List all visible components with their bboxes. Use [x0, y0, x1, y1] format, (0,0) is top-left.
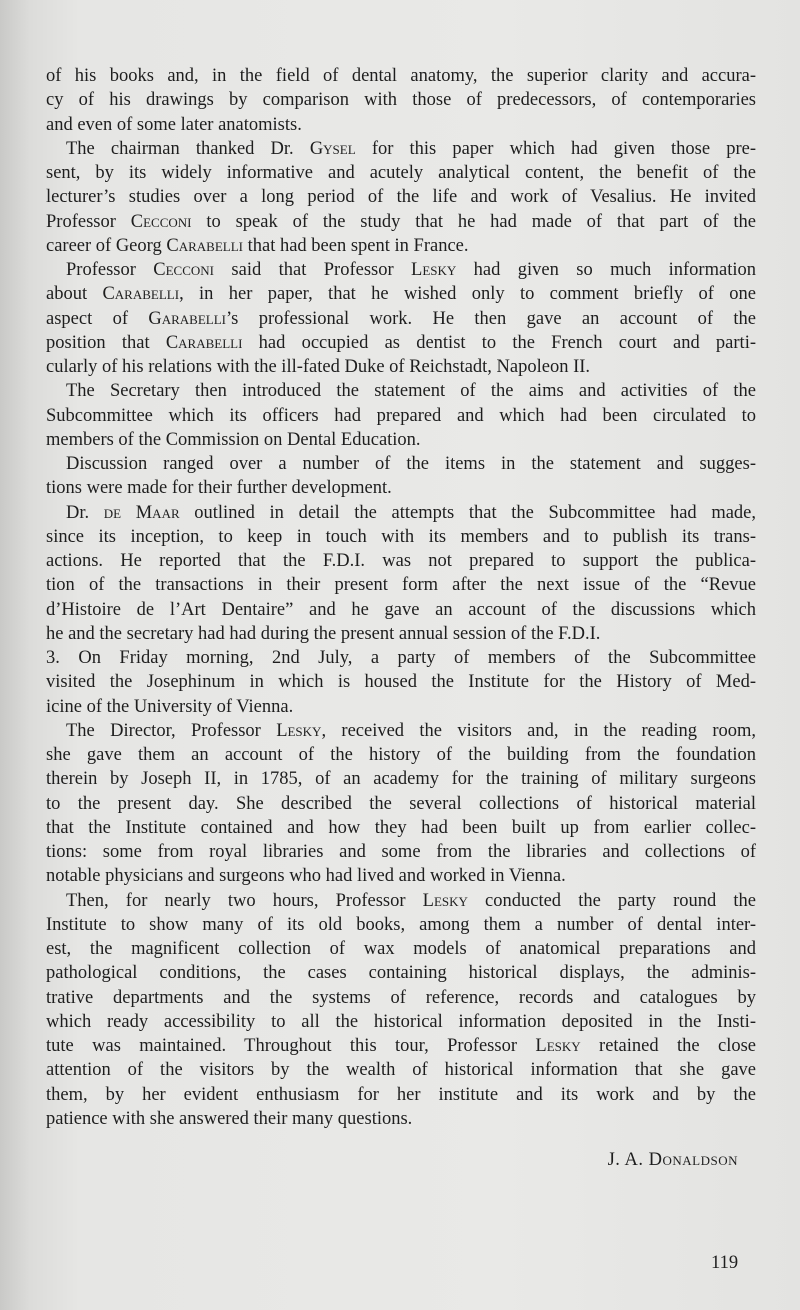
text-line: [46, 282, 756, 306]
text-segment: notable physicians and surgeons who had lived and worked in Vienna.: [46, 866, 566, 887]
text-segment: Professor: [66, 260, 154, 280]
text-segment: pathological conditions, the cases containing historical displays, the adminis-: [46, 963, 756, 984]
text-segment: actions. He reported that the F.D.I. was not prepared to support the publica-: [46, 551, 756, 571]
text-line: [46, 767, 756, 791]
text-segment: tions: some from royal libraries and some from the libraries and collections of: [46, 842, 756, 862]
text-segment: she gave them an account of the history of the building from the foundation: [46, 745, 756, 765]
text-line: [46, 622, 756, 646]
text-segment: career of Georg: [46, 235, 167, 256]
text-line: [46, 549, 756, 573]
name-small-caps: Lesky: [411, 260, 457, 280]
text-line: [46, 889, 756, 913]
text-line: [46, 355, 756, 379]
text-line: [46, 864, 756, 888]
text-line: [46, 307, 756, 331]
text-segment: said that Professor: [214, 260, 412, 280]
name-small-caps: Lesky: [422, 890, 468, 911]
name-small-caps: Carabelli: [165, 332, 243, 353]
text-line: [46, 816, 756, 840]
text-segment: outlined in detail the attempts that the Subcommittee had made,: [179, 502, 756, 523]
text-segment: Subcommittee which its officers had prepared and which had been circulated to: [46, 405, 756, 426]
text-segment: Professor: [46, 211, 131, 232]
text-line: [46, 913, 756, 937]
text-line: [46, 840, 756, 864]
name-small-caps: Carabelli: [166, 235, 243, 256]
text-segment: est, the magnificent collection of wax models of anatomical preparations and: [46, 939, 756, 959]
text-line: [46, 573, 756, 597]
text-segment: lecturer’s studies over a long period of the life and work of Vesalius. He invited: [46, 187, 756, 208]
name-small-caps: Cecconi: [130, 211, 192, 232]
page-number: 119: [711, 1253, 739, 1273]
text-segment: therein by Joseph II, in 1785, of an academy for the training of military surgeons: [46, 769, 756, 790]
text-line: [46, 331, 756, 355]
name-small-caps: Gysel: [309, 138, 356, 159]
text-segment: The Secretary then introduced the statement of the aims and activities of the: [66, 381, 756, 402]
text-segment: tion of the transactions in their present form after the next issue of the “Revue: [46, 575, 756, 596]
text-line: [46, 1058, 756, 1082]
text-segment: Dr.: [66, 502, 104, 523]
text-segment: that the Institute contained and how they had been built up from earlier collec-: [46, 817, 756, 838]
name-small-caps: Garabelli: [148, 308, 226, 329]
text-segment: that had been spent in France.: [242, 235, 469, 256]
text-line: [46, 695, 756, 719]
text-segment: tute was maintained. Throughout this tour, Professor: [46, 1036, 536, 1056]
text-segment: 3. On Friday morning, 2nd July, a party of members of the Subcommittee: [46, 648, 756, 668]
text-line: [46, 64, 756, 88]
text-segment: tions were made for their further development.: [46, 478, 392, 499]
text-segment: patience with she answered their many questions.: [46, 1108, 413, 1129]
text-segment: Institute to show many of its old books, among them a number of dental inter-: [46, 914, 756, 935]
name-small-caps: de Maar: [103, 502, 180, 523]
text-line: [46, 1083, 756, 1107]
text-segment: , in her paper, that he wished only to comment briefly of one: [179, 284, 756, 305]
text-segment: and even of some later anatomists.: [46, 114, 302, 135]
text-line: [46, 1034, 756, 1058]
text-line: [46, 476, 756, 500]
text-line: [46, 452, 756, 476]
text-segment: them, by her evident enthusiasm for her institute and its work and by the: [46, 1084, 756, 1105]
text-line: [46, 161, 756, 185]
text-line: [46, 113, 756, 137]
text-line: [46, 234, 756, 258]
text-segment: visited the Josephinum in which is housed the Institute for the History of Med-: [46, 672, 756, 693]
text-segment: d’Histoire de l’Art Dentaire” and he gave an account of the discussions which: [46, 599, 756, 620]
text-segment: icine of the University of Vienna.: [46, 696, 294, 717]
text-line: [46, 986, 756, 1010]
text-segment: to the present day. She described the several collections of historical material: [46, 793, 756, 814]
author-signature: J. A. Donaldson: [607, 1150, 738, 1170]
text-segment: to speak of the study that he had made of that part of the: [191, 211, 756, 232]
text-line: [46, 937, 756, 961]
text-line: [46, 210, 756, 234]
text-segment: members of the Commission on Dental Education.: [46, 429, 421, 450]
text-line: [46, 792, 756, 816]
text-line: [46, 258, 756, 282]
text-segment: since its inception, to keep in touch with its members and to publish its trans-: [46, 526, 756, 547]
text-line: [46, 1107, 756, 1131]
text-line: [46, 1010, 756, 1034]
text-segment: had occupied as dentist to the French court and parti-: [242, 332, 756, 353]
text-line: [46, 598, 756, 622]
body-text: [46, 64, 756, 1131]
text-line: [46, 428, 756, 452]
text-segment: , received the visitors and, in the reading room,: [321, 720, 756, 741]
text-segment: of his books and, in the field of dental anatomy, the superior clarity and accura-: [46, 66, 756, 86]
text-line: [46, 719, 756, 743]
text-line: [46, 646, 756, 670]
text-line: [46, 670, 756, 694]
text-segment: aspect of: [46, 308, 149, 329]
text-segment: position that: [46, 332, 166, 353]
text-line: [46, 501, 756, 525]
text-line: [46, 404, 756, 428]
name-small-caps: Carabelli: [102, 284, 180, 305]
text-segment: Discussion ranged over a number of the items in the statement and sugges-: [66, 454, 756, 474]
text-line: [46, 743, 756, 767]
text-segment: cy of his drawings by comparison with those of predecessors, of contemporaries: [46, 90, 756, 111]
text-segment: for this paper which had given those pre-: [355, 138, 756, 159]
text-line: [46, 88, 756, 112]
text-line: [46, 525, 756, 549]
name-small-caps: Lesky: [535, 1036, 581, 1056]
name-small-caps: Lesky: [276, 720, 322, 741]
text-segment: he and the secretary had had during the present annual session of the F.D.I.: [46, 623, 601, 644]
name-small-caps: Cecconi: [153, 260, 215, 280]
text-segment: attention of the visitors by the wealth of historical information that she gave: [46, 1060, 756, 1081]
text-segment: ’s professional work. He then gave an account of the: [226, 308, 756, 329]
text-segment: about: [46, 284, 103, 305]
text-segment: The Director, Professor: [66, 720, 277, 741]
text-segment: conducted the party round the: [467, 890, 756, 911]
text-line: [46, 961, 756, 985]
text-line: [46, 379, 756, 403]
text-segment: sent, by its widely informative and acutely analytical content, the benefit of the: [46, 163, 756, 183]
text-segment: trative departments and the systems of reference, records and catalogues by: [46, 987, 756, 1008]
text-segment: The chairman thanked Dr.: [66, 138, 310, 159]
text-segment: cularly of his relations with the ill-fated Duke of Reichstadt, Napoleon II.: [46, 357, 591, 377]
text-line: [46, 185, 756, 209]
text-segment: retained the close: [580, 1036, 756, 1056]
text-segment: had given so much information: [456, 260, 756, 280]
text-segment: Then, for nearly two hours, Professor: [66, 890, 423, 911]
text-line: [46, 137, 756, 161]
text-segment: which ready accessibility to all the historical information deposited in the Insti-: [46, 1011, 756, 1032]
